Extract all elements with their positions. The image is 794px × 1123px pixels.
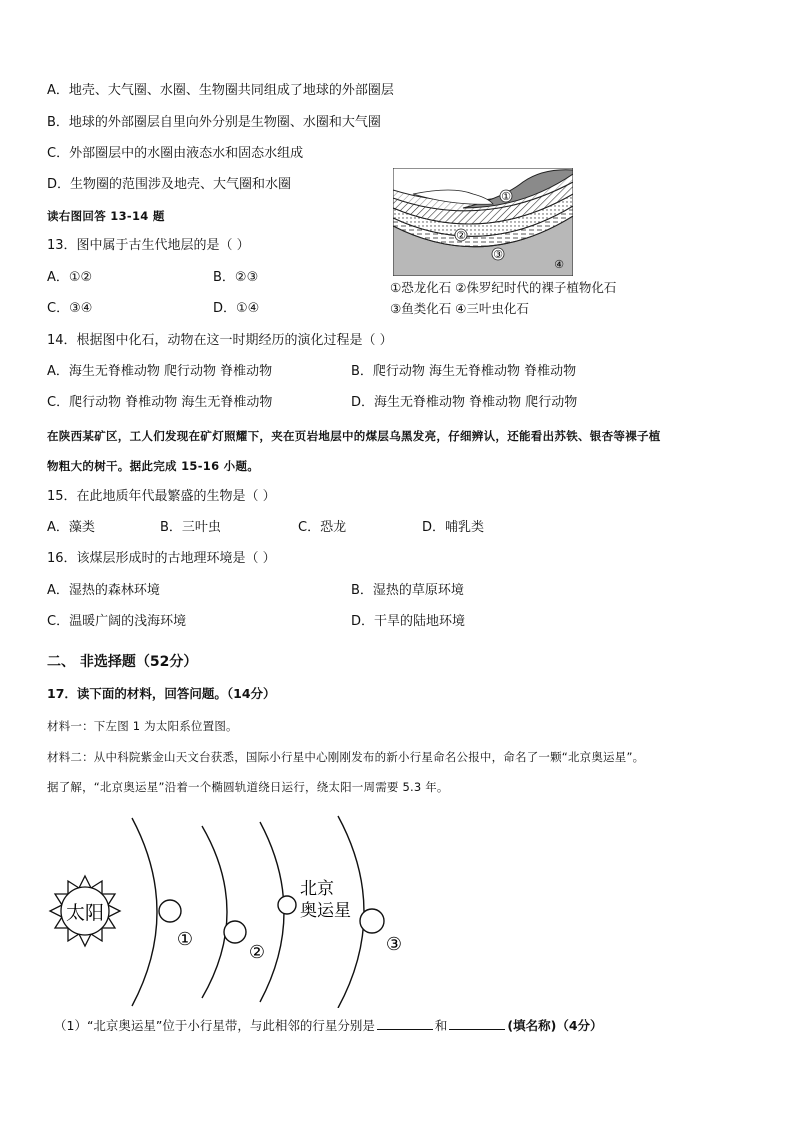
q16-option-c: C．温暖广阔的浅海环境 [47, 614, 187, 629]
planet-2-circle [224, 921, 246, 943]
q17-sub1-suffix: (填名称)（4分） [507, 1018, 603, 1033]
intro-15-16-line-1: 在陕西某矿区，工人们发现在矿灯照耀下，夹在页岩地层中的煤层乌黑发亮，仔细辨认，还能看出苏铁、银杏等裸子植 [47, 429, 661, 443]
strata-marker-3: ③ [493, 248, 503, 261]
asteroid-label-line-1: 北京 [300, 879, 334, 899]
q12-option-b: B．地球的外部圈层自里向外分别是生物圈、水圈和大气圈 [47, 115, 381, 130]
intro-13-14: 读右图回答 13-14 题 [47, 209, 165, 223]
q17-material-2-line-1: 材料二：从中科院紫金山天文台获悉，国际小行星中心刚刚发布的新小行星命名公报中，命名了一颗“北京奥运星”。 [47, 750, 645, 764]
sun-label: 太阳 [65, 902, 105, 924]
planet-1-label: ① [176, 929, 194, 950]
q13-option-b: B．②③ [213, 270, 259, 285]
q16-option-b: B．湿热的草原环境 [351, 583, 464, 598]
planet-2-label: ② [248, 942, 266, 963]
section-2-title: 二、 非选择题（52分） [47, 654, 198, 670]
q17-sub1-and: 和 [434, 1018, 448, 1033]
q17-heading: 17．读下面的材料，回答问题。（14分） [47, 686, 276, 701]
planet-3-label: ③ [385, 934, 403, 955]
strata-marker-2: ② [456, 229, 466, 242]
q16-option-a: A．湿热的森林环境 [47, 583, 160, 598]
orbit-1 [132, 818, 157, 1006]
q13-option-d: D．①④ [213, 301, 260, 316]
strata-marker-1: ① [501, 190, 511, 203]
q15-option-c: C．恐龙 [298, 520, 347, 535]
sun-icon [50, 876, 120, 946]
planet-1-circle [159, 900, 181, 922]
q16-stem: 16．该煤层形成时的古地理环境是（ ） [47, 551, 276, 566]
q15-stem: 15．在此地质年代最繁盛的生物是（ ） [47, 489, 276, 504]
q12-option-d: D．生物圈的范围涉及地壳、大气圈和水圈 [47, 177, 292, 192]
q12-option-c: C．外部圈层中的水圈由液态水和固态水组成 [47, 146, 304, 161]
q13-option-c: C．③④ [47, 301, 93, 316]
solar-system-figure [40, 812, 420, 1008]
q15-option-b: B．三叶虫 [160, 520, 221, 535]
q13-option-a: A．①② [47, 270, 93, 285]
q14-option-d: D．海生无脊椎动物 脊椎动物 爬行动物 [351, 395, 578, 410]
q14-option-a: A．海生无脊椎动物 爬行动物 脊椎动物 [47, 364, 273, 379]
q15-option-a: A．藻类 [47, 520, 95, 535]
q17-material-2-line-2: 据了解，“北京奥运星”沿着一个椭圆轨道绕日运行，绕太阳一周需要 5.3 年。 [47, 780, 449, 794]
strata-legend-line-2: ③鱼类化石 ④三叶虫化石 [390, 301, 529, 316]
q14-stem: 14．根据图中化石，动物在这一时期经历的演化过程是（ ） [47, 333, 393, 348]
q14-option-b: B．爬行动物 海生无脊椎动物 脊椎动物 [351, 364, 577, 379]
asteroid-label-line-2: 奥运星 [300, 901, 351, 921]
q17-sub1 [54, 1017, 603, 1035]
strata-marker-4: ④ [554, 258, 564, 271]
q17-material-1: 材料一：下左图 1 为太阳系位置图。 [47, 719, 238, 733]
orbit-2 [202, 826, 227, 998]
answer-blank-1[interactable] [377, 1017, 433, 1030]
planet-3-circle [360, 909, 384, 933]
answer-blank-2[interactable] [449, 1017, 505, 1030]
q16-option-d: D．干旱的陆地环境 [351, 614, 466, 629]
q15-option-d: D．哺乳类 [422, 520, 485, 535]
q12-option-a: A．地壳、大气圈、水圈、生物圈共同组成了地球的外部圈层 [47, 83, 394, 98]
intro-15-16-line-2: 物粗大的树干。据此完成 15-16 小题。 [47, 459, 260, 473]
q13-stem: 13．图中属于古生代地层的是（ ） [47, 238, 250, 253]
asteroid-circle [278, 896, 296, 914]
q14-option-c: C．爬行动物 脊椎动物 海生无脊椎动物 [47, 395, 273, 410]
q17-sub1-prefix: （1）“北京奥运星”位于小行星带，与此相邻的行星分别是 [54, 1018, 375, 1033]
strata-figure [393, 168, 573, 276]
strata-legend-line-1: ①恐龙化石 ②侏罗纪时代的裸子植物化石 [390, 280, 617, 295]
